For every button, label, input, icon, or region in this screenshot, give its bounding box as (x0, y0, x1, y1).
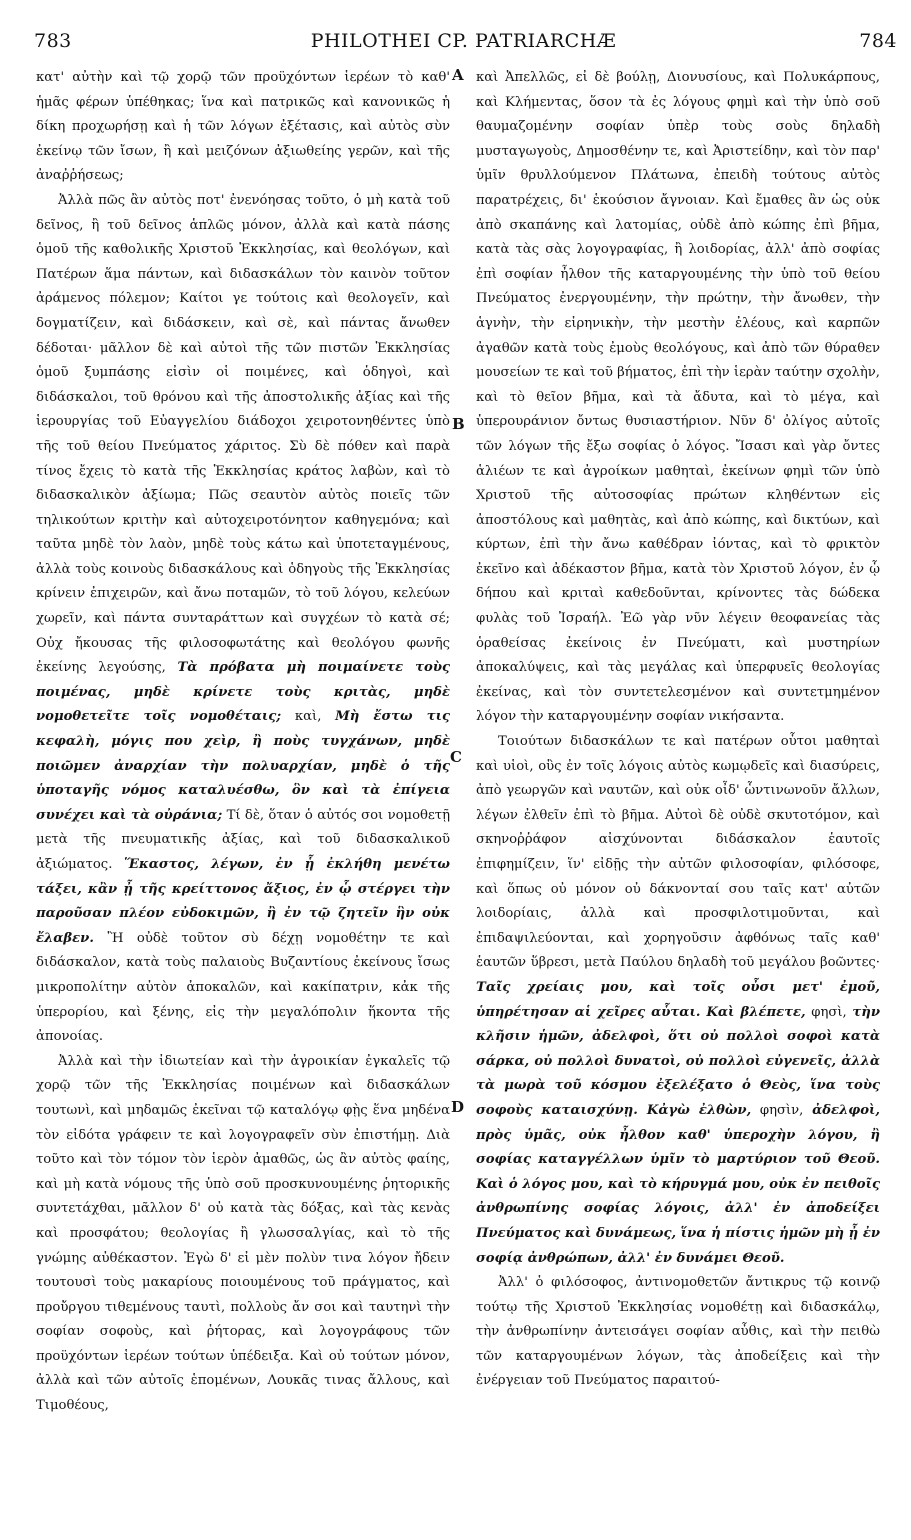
running-title: PHILOTHEI CP. PATRIARCHÆ (310, 30, 617, 52)
scripture-quote: Ἕκαστος, λέγων, ἐν ᾗ ἐκλήθη μενέτω τάξει, κἂν ᾖ τῆς κρείττονος ἄξιος, ἐν ᾧ στέργει τὴν παροῦσαν πλέον εὐδοκιμῶν, ἢ ἐν τῷ ζητεῖν ἣν οὐκ ἔλαβεν. (36, 857, 450, 946)
paragraph: κατ' αὐτὴν καὶ τῷ χορῷ τῶν προϋχόντων ἱερέων τὸ καθ' ἡμᾶς φέρων ὑπέθηκας; ἵνα καὶ πατρικῶς καὶ κανονικῶς ἡ δίκη προχωρήσῃ καὶ ἡ τῶν λόγων ἐξέτασις, καὶ αὐτὸς σὺν ἐκείνῳ τῶν ἴσων, ἢ καὶ μειζόνων ἀξιωθείης γερῶν, καὶ τῆς ἀναῤῥήσεως; (36, 70, 450, 184)
paragraph (476, 730, 880, 1271)
scripture-quote: Μὴ ἔστω τις κεφαλὴ, μόγις που χεὶρ, ἢ ποὺς τυγχάνων, μηδὲ ποιῶμεν ἀναρχίαν τὴν πολυαρχίαν, μηδὲ ὁ τῆς ὑποταγῆς νόμος καταλυέσθω, ὃν καὶ τὰ ἐπίγεια συνέχει καὶ τὰ οὐράνια; (36, 709, 450, 823)
paragraph: Ἀλλ' ὁ φιλόσοφος, ἀντινομοθετῶν ἄντικρυς τῷ κοινῷ τούτῳ τῆς Χριστοῦ Ἐκκλησίας νομοθέτῃ καὶ διδασκάλῳ, τὴν ἀνθρωπίνην ἀντεισάγει σοφίαν αὖθις, καὶ τὴν πειθὼ τῶν καταργουμένων λόγων, τὰς ἀποδείξεις καὶ τὴν ἐνέργειαν τοῦ Πνεύματος παραιτού- (476, 1275, 880, 1389)
scripture-quote: Τὰ πρόβατα μὴ ποιμαίνετε τοὺς ποιμένας, μηδὲ κρίνετε τοὺς κριτὰς, μηδὲ νομοθετεῖτε τοῖς νομοθέταις; (36, 660, 450, 725)
right-column (476, 66, 880, 1536)
scripture-quote: τὴν κλῆσιν ἡμῶν, ἀδελφοὶ, ὅτι οὐ πολλοὶ σοφοὶ κατὰ σάρκα, οὐ πολλοὶ δυνατοὶ, οὐ πολλοὶ εὐγενεῖς, ἀλλὰ τὰ μωρὰ τοῦ κόσμου ἐξελέξατο ὁ Θεὸς, ἵνα τοὺς σοφοὺς καταισχύνῃ. Κἀγὼ ἐλθὼν, (476, 1004, 880, 1118)
paragraph: καὶ Ἀπελλῶς, εἰ δὲ βούλῃ, Διονυσίους, καὶ Πολυκάρπους, καὶ Κλήμεντας, ὅσον τὰ ἐς λόγους φημὶ καὶ τὴν ὑπὸ σοῦ θαυμαζομένην σοφίαν ὑπὲρ τοὺς σοὺς δηλαδὴ μυσταγωγοὺς, Δημοσθένην τε, καὶ Ἀριστείδην, καὶ τὸν παρ' ὑμῖν θρυλλούμενον Πλάτωνα, ἐπειδὴ τούτους αὐτὸς παρατρέχεις, δι' ἑκούσιον ἄγνοιαν. Καὶ ἔμαθες ἂν ὡς οὐκ ἀπὸ σκαπάνης καὶ λατομίας, οὐδὲ ἀπὸ κώπης ἐπὶ βῆμα, κατὰ τὰς σὰς λογογραφίας, ἢ λοιδορίας, ἀλλ' ἀπὸ σοφίας ἐπὶ σοφίαν ἦλθον τῆς καταργουμένης τὴν ὑπὸ τοῦ θείου Πνεύματος ἐνεργουμένην, τὴν πρώτην, τὴν ἄνωθεν, τὴν ἁγνὴν, τὴν εἰρηνικὴν, τὴν μεστὴν ἐλέους, καὶ καρπῶν ἀγαθῶν κατὰ τοὺς ἐμοὺς θεολόγους, καὶ ἀπὸ τῶν θύραθεν μουσείων τε καὶ τοῦ βήματος, ἐπὶ τὴν ἱερὰν ταύτην σχολὴν, καὶ τὸ θεῖον βῆμα, καὶ τὰ ἄδυτα, καὶ τὸ μέγα, καὶ ὑπερουράνιον ὄντως θυσιαστήριον. Νῦν δ' ὀλίγος αὐτοῖς τῶν λόγων τῆς ἔξω σοφίας ὁ λόγος. Ἴσασι καὶ γὰρ ὄντες ἁλιέων τε καὶ ἀγροίκων μαθηταὶ, ἐκείνων φημὶ τῶν ὑπὸ Χριστοῦ τῆς αὐτοσοφίας πρώτων κληθέντων εἰς ἀποστόλους καὶ μαθητὰς, καὶ ἀπὸ κώπης, καὶ δικτύων, καὶ κύρτων, ἐπὶ τὴν ἄνω καθέδραν ἰόντας, καὶ τὸ φρικτὸν ἐκεῖνο καὶ ἀδέκαστον βῆμα, κατὰ τὸν Χριστοῦ λόγον, ἐν ᾧ δήπου καὶ κριταὶ καθεδοῦνται, κρίνοντες τὰς δώδεκα φυλὰς τοῦ Ἰσραήλ. Ἐῶ γὰρ νῦν λέγειν θεοφανείας τὰς ὁραθείσας ἐκείνοις ἐν Πνεύματι, καὶ μυστηρίων ἀποκαλύψεις, καὶ τὰς μεγάλας καὶ ὑπερφυεῖς θεολογίας ἐκείνας, καὶ τὸν συντετελεσμένον καὶ συντετμημένον λόγον τὴν καταργουμένην σοφίαν νικήσαντα. (476, 70, 880, 725)
page-number-right: 784 (859, 30, 897, 52)
paragraph-text: φησὶν, (759, 1102, 804, 1118)
running-header (30, 30, 897, 60)
paragraph-text: Τί δὲ, ὅταν ὁ αὐτός σοι νομοθετῇ μετὰ τῆς πνευματικῆς ἀξίας, καὶ τοῦ διδασκαλικοῦ ἀξιώματος. (36, 807, 450, 872)
paragraph (36, 189, 450, 1050)
paragraph: Ἀλλὰ καὶ τὴν ἰδιωτείαν καὶ τὴν ἀγροικίαν ἐγκαλεῖς τῷ χορῷ τῶν τῆς Ἐκκλησίας ποιμένων καὶ διδασκάλων τουτωνὶ, καὶ μηδαμῶς ἐκεῖναι τῷ καταλόγῳ φῂς ἕνα μηδένα τὸν εἰδότα γράφειν τε καὶ λογογραφεῖν σὺν ἐπιστήμῃ. Διὰ τοῦτο καὶ τὸν τόμον τὸν ἱερὸν ἀμαθῶς, ὡς ἂν αὐτὸς φαίης, καὶ μὴ κατὰ νόμους τῆς ὑπὸ σοῦ προσκυνουμένης ῥητορικῆς συντετάχθαι, μᾶλλον δ' οὐ κατὰ τὰς δόξας, καὶ τὰς κενὰς καὶ προσφάτου; θεολογίας ἢ γλωσσαλγίας, καὶ τὸ τῆς γνώμης αὐθέκαστον. Ἐγὼ δ' εἰ μὲν πολὺν τινα λόγον ἤδειν τουτουσὶ τοὺς μακαρίους ποιουμένους τοῦ πράγματος, καὶ προὔργου τιθεμένους ταυτὶ, πολλοὺς ἄν σοι καὶ ταυτηνὶ τὴν σοφίαν σοφοὺς, καὶ ῥήτορας, καὶ λογογράφους τῶν προϋχόντων ἱερέων τούτων ὑπέδειξα. Καὶ οὐ τούτων μόνον, ἀλλὰ καὶ τῶν αὐτοῖς ἑπομένων, Λουκᾶς τινας ἄλλους, καὶ Τιμοθέους, (36, 1053, 450, 1414)
section-marker-d: D (451, 1098, 465, 1116)
section-marker-c: C (450, 748, 462, 766)
paragraph-text: Τοιούτων διδασκάλων τε καὶ πατέρων οὗτοι μαθηταὶ καὶ υἱοὶ, οὓς ἐν τοῖς λόγοις αὐτὸς κωμῳδεῖς καὶ διασύρεις, ἀπὸ γεωργῶν καὶ ναυτῶν, καὶ οὐκ οἶδ' ὧντινωνοῦν ἄλλων, λέγων ἐλθεῖν ἐπὶ τὸ βῆμα. Αὐτοὶ δὲ οὐδὲ σκυτοτόμον, καὶ σκηνοῤῥάφον αἰσχύνονται διδάσκαλον ἑαυτοῖς ἐπιφημίζειν, ἵν' εἰδῇς τὴν αὐτῶν φιλοσοφίαν, φιλόσοφε, καὶ ὅπως οὐ μόνον οὐ δάκνονταί σου ταῖς κατ' αὐτῶν λοιδορίαις, ἀλλὰ καὶ προσφιλοτιμοῦνται, καὶ ἐπιδαψιλεύονται, καὶ χορηγοῦσιν ἀφθόνως ταῖς καθ' ἑαυτῶν ὕβρεσι, μετὰ Παύλου δηλαδὴ τοῦ μεγάλου βοῶντες· (476, 734, 880, 971)
paragraph-text: Ἢ οὐδὲ τοῦτον σὺ δέχῃ νομοθέτην τε καὶ διδάσκαλον, κατὰ τοὺς παλαιοὺς Βυζαντίους ἐκείνους ἴσως μικροπολίτην αὐτὸν ἀποκαλῶν, καὶ κακίπατριν, κἀκ τῆς ὑπερορίου, καὶ ξένης, εἰς τὴν μεγαλόπολιν ἥκοντα τῆς ἀπονοίας. (36, 930, 450, 1045)
left-column (36, 66, 450, 1536)
scripture-quote: ἀδελφοὶ, πρὸς ὑμᾶς, οὐκ ἦλθον καθ' ὑπεροχὴν λόγου, ἢ σοφίας καταγγέλλων ὑμῖν τὸ μαρτύριον τοῦ Θεοῦ. Καὶ ὁ λόγος μου, καὶ τὸ κήρυγμά μου, οὐκ ἐν πειθοῖς ἀνθρωπίνης σοφίας λόγοις, ἀλλ' ἐν ἀποδείξει Πνεύματος καὶ δυνάμεως, ἵνα ἡ πίστις ἡμῶν μὴ ᾖ ἐν σοφίᾳ ἀνθρώπων, ἀλλ' ἐν δυνάμει Θεοῦ. (476, 1102, 880, 1266)
scripture-quote: Ταῖς χρείαις μου, καὶ τοῖς οὖσι μετ' ἐμοῦ, ὑπηρέτησαν αἱ χεῖρες αὗται. Καὶ βλέπετε, (476, 979, 880, 1020)
section-marker-a: A (452, 66, 464, 84)
paragraph-text: Ἀλλὰ πῶς ἂν αὐτὸς ποτ' ἐνενόησας τοῦτο, ὁ μὴ κατὰ τοῦ δεῖνος, ἢ τοῦ δεῖνος ἁπλῶς μόνον, ἀλλὰ καὶ κατὰ πάσης ὁμοῦ τῆς καθολικῆς Χριστοῦ Ἐκκλησίας, καὶ θεολόγων, καὶ Πατέρων ἅμα πάντων, καὶ διδασκάλων τὸν καινὸν τοῦτον ἀράμενος πόλεμον; Καίτοι γε τούτοις καὶ θεολογεῖν, καὶ δογματίζειν, καὶ διδάσκειν, καὶ σὲ, καὶ πάντας ἄνωθεν δέδοται· μᾶλλον δὲ καὶ αὐτοὶ τῆς τῶν πιστῶν Ἐκκλησίας ὁμοῦ ξυμπάσης εἰσὶν οἱ ποιμένες, καὶ ὁδηγοὶ, καὶ διδάσκαλοι, τοῦ θρόνου καὶ τῆς ἀποστολικῆς ἀξίας καὶ τῆς ἱερουργίας τοῦ Εὐαγγελίου διάδοχοι χειροτονηθέντες ὑπὸ τῆς τοῦ θείου Πνεύματος χάριτος. Σὺ δὲ πόθεν καὶ παρὰ τίνος ἔχεις τὸ κατὰ τῆς Ἐκκλησίας κράτος λαβὼν, καὶ τὸ διδασκαλικὸν ἀξίωμα; Πῶς σεαυτὸν αὐτὸς ποιεῖς τῶν τηλικούτων κριτὴν καὶ αὐτοχειροτόνητον καθηγεμόνα; καὶ ταῦτα μηδὲ τὸν λαὸν, μηδὲ τοὺς κάτω καὶ ὑποτεταγμένους, ἀλλὰ τοὺς κοινοὺς διδασκάλους καὶ ὁδηγοὺς τῆς Ἐκκλησίας κρίνειν ἐπιχειρῶν, καὶ ἄνω ποταμῶν, τὸ τοῦ λόγου, κελεύων χωρεῖν, καὶ πάντα συνταράττων καὶ συγχέων τὸ κατὰ σέ; Οὐχ ἤκουσας τῆς φιλοσοφωτάτης καὶ θεολόγου φωνῆς ἐκείνης λεγούσης, (36, 192, 450, 676)
paragraph-text: καὶ, (294, 709, 322, 725)
page-number-left: 783 (34, 30, 72, 52)
paragraph-text: φησὶ, (811, 1004, 847, 1020)
section-marker-b: B (452, 415, 465, 433)
